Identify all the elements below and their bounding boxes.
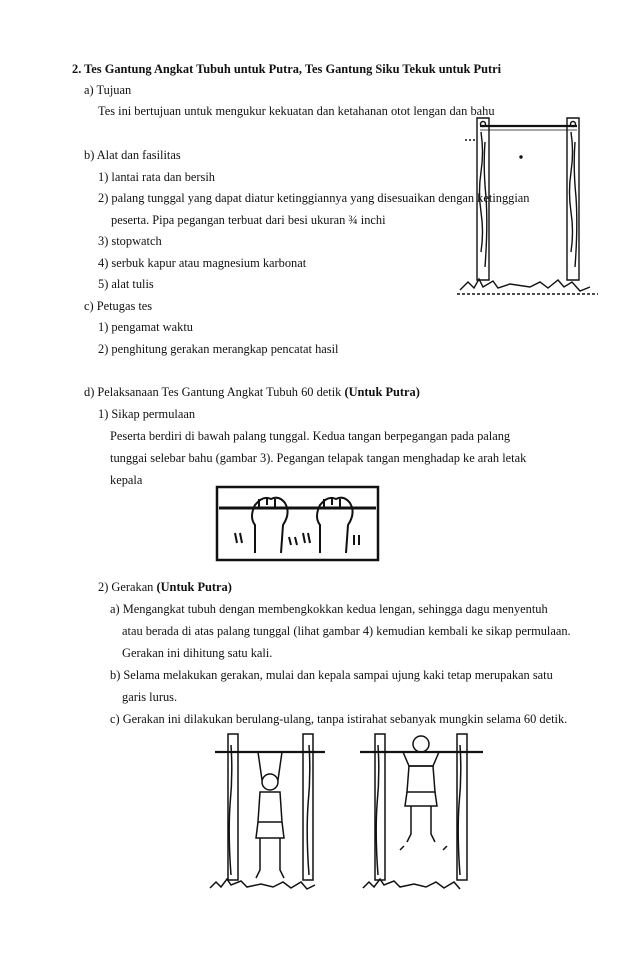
petugas-item-2: 2) penghitung gerakan merangkap pencatat hasil bbox=[98, 342, 339, 356]
sikap-line-2: tunggai selebar bahu (gambar 3). Pegangan telapak tangan menghadap ke arah letak bbox=[110, 451, 527, 465]
alat-item-5: 5) alat tulis bbox=[98, 277, 154, 291]
pelaksanaan-label-bold: (Untuk Putra) bbox=[344, 385, 420, 399]
pullup-svg bbox=[355, 730, 485, 895]
sikap-line-3: kepala bbox=[110, 473, 143, 487]
tujuan-label: a) Tujuan bbox=[84, 83, 132, 97]
pelaksanaan-label bbox=[84, 385, 420, 400]
petugas-item-1: 1) pengamat waktu bbox=[98, 320, 193, 334]
petugas-label: c) Petugas tes bbox=[84, 299, 153, 313]
pelaksanaan-label-plain: d) Pelaksanaan Tes Gantung Angkat Tubuh 60 detik bbox=[84, 385, 345, 399]
gerakan-line-b-cont: garis lurus. bbox=[122, 690, 178, 704]
alat-item-4: 4) serbuk kapur atau magnesium karbonat bbox=[98, 256, 307, 270]
section-heading: 2. Tes Gantung Angkat Tubuh untuk Putra, Tes Gantung Siku Tekuk untuk Putri bbox=[72, 62, 502, 76]
gerakan-label bbox=[98, 580, 232, 595]
person-pullup-illustration bbox=[355, 730, 485, 895]
sikap-label: 1) Sikap permulaan bbox=[98, 407, 196, 421]
gerakan-label-plain: 2) Gerakan bbox=[98, 580, 157, 594]
gerakan-line-a-cont: atau berada di atas palang tunggal (lihat gambar 4) kemudian kembali ke sikap permulaan. bbox=[122, 624, 571, 638]
alat-item-2: 2) palang tunggal yang dapat diatur ketinggiannya yang disesuaikan dengan ketinggian bbox=[98, 191, 530, 205]
hang-svg bbox=[200, 730, 330, 895]
grip-svg bbox=[215, 485, 380, 562]
alat-label: b) Alat dan fasilitas bbox=[84, 148, 181, 162]
tujuan-text: Tes ini bertujuan untuk mengukur kekuatan dan ketahanan otot lengan dan bahu bbox=[98, 104, 495, 118]
gerakan-line-c: c) Gerakan ini dilakukan berulang-ulang, tanpa istirahat sebanyak mungkin selama 60 detik. bbox=[110, 712, 568, 726]
gerakan-line-b: b) Selama melakukan gerakan, mulai dan kepala sampai ujung kaki tetap merupakan satu bbox=[110, 668, 553, 682]
alat-item-2-cont: peserta. Pipa pegangan terbuat dari besi ukuran ¾ inchi bbox=[111, 213, 386, 227]
alat-item-1: 1) lantai rata dan bersih bbox=[98, 170, 215, 184]
person-hanging-illustration bbox=[200, 730, 330, 895]
gerakan-label-bold: (Untuk Putra) bbox=[156, 580, 232, 594]
sikap-line-1: Peserta berdiri di bawah palang tunggal. Kedua tangan berpegangan pada palang bbox=[110, 429, 511, 443]
gerakan-line-a: a) Mengangkat tubuh dengan membengkokkan kedua lengan, sehingga dagu menyentuh bbox=[110, 602, 548, 616]
alat-item-3: 3) stopwatch bbox=[98, 234, 162, 248]
horizontal-bar-illustration bbox=[455, 112, 600, 300]
gerakan-line-a-cont2: Gerakan ini dihitung satu kali. bbox=[122, 646, 273, 660]
bar-apparatus-svg bbox=[455, 112, 600, 300]
hands-gripping-bar-illustration bbox=[215, 485, 380, 562]
